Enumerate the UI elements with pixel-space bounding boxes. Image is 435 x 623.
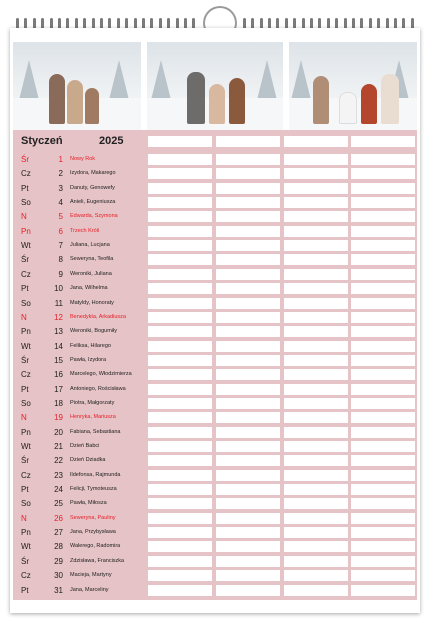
- note-cell[interactable]: [351, 498, 415, 509]
- note-cell[interactable]: [216, 427, 280, 438]
- note-cell[interactable]: [148, 298, 212, 309]
- note-cell[interactable]: [148, 312, 212, 323]
- year-title: 2025: [99, 135, 124, 147]
- note-cell[interactable]: [284, 484, 348, 495]
- note-cell[interactable]: [216, 484, 280, 495]
- note-cell[interactable]: [351, 211, 415, 222]
- note-cell[interactable]: [148, 283, 212, 294]
- note-cell[interactable]: [148, 455, 212, 466]
- day-number: 2: [58, 169, 63, 179]
- day-number: 13: [54, 327, 63, 337]
- note-cell[interactable]: [284, 341, 348, 352]
- note-cell[interactable]: [148, 470, 212, 481]
- note-cell[interactable]: [351, 326, 415, 337]
- day-of-week: Śr: [21, 456, 29, 466]
- name-day: Edwarda, Szymona: [70, 213, 118, 220]
- name-day: Piotra, Małgorzaty: [70, 399, 115, 406]
- day-number: 22: [54, 456, 63, 466]
- photo-strip: [13, 42, 417, 130]
- name-day: Nowy Rok: [70, 156, 96, 162]
- name-day: Jana, Marceliny: [70, 586, 109, 593]
- note-cell[interactable]: [284, 226, 348, 237]
- name-day: Antoniego, Rościsława: [70, 385, 126, 392]
- note-cell[interactable]: [284, 269, 348, 280]
- day-row: [13, 210, 417, 224]
- name-day: Seweryna, Pauliny: [70, 514, 116, 521]
- note-cell[interactable]: [284, 298, 348, 309]
- name-day: Walerego, Radomira: [70, 543, 121, 550]
- day-number: 25: [54, 499, 63, 509]
- day-row: [13, 440, 417, 454]
- note-cell[interactable]: [351, 470, 415, 481]
- note-cell[interactable]: [148, 341, 212, 352]
- name-day: Matyldy, Honoraty: [70, 299, 114, 306]
- note-cell[interactable]: [216, 226, 280, 237]
- winter-family-photo-middle: [147, 42, 283, 130]
- note-cell[interactable]: [284, 211, 348, 222]
- day-row: [13, 182, 417, 196]
- name-day: Anieli, Eugeniusza: [70, 199, 116, 206]
- day-of-week: Wt: [21, 542, 31, 552]
- note-cell[interactable]: [216, 298, 280, 309]
- day-row: [13, 225, 417, 239]
- note-cell[interactable]: [284, 527, 348, 538]
- note-cell[interactable]: [351, 527, 415, 538]
- note-cell[interactable]: [284, 254, 348, 265]
- note-cell[interactable]: [216, 541, 280, 552]
- winter-family-photo-right: [289, 42, 417, 130]
- note-cell[interactable]: [148, 254, 212, 265]
- note-cell[interactable]: [351, 254, 415, 265]
- day-row: [13, 167, 417, 181]
- note-cell[interactable]: [216, 455, 280, 466]
- note-cell[interactable]: [148, 197, 212, 208]
- day-row: [13, 555, 417, 569]
- day-number: 1: [58, 155, 63, 164]
- name-day: Jana, Wilhelma: [70, 285, 108, 292]
- note-cell[interactable]: [284, 283, 348, 294]
- day-row: [13, 454, 417, 468]
- day-of-week: Cz: [21, 470, 31, 480]
- note-cell[interactable]: [284, 427, 348, 438]
- note-cell[interactable]: [216, 211, 280, 222]
- header-cell: [148, 136, 212, 147]
- day-row: [13, 297, 417, 311]
- note-cell[interactable]: [351, 441, 415, 452]
- note-cell[interactable]: [148, 527, 212, 538]
- note-cell[interactable]: [216, 384, 280, 395]
- month-title: Styczeń: [21, 135, 63, 147]
- note-cell[interactable]: [216, 283, 280, 294]
- day-of-week: Wt: [21, 442, 31, 451]
- note-cell[interactable]: [216, 556, 280, 567]
- note-cell[interactable]: [148, 269, 212, 280]
- day-number: 21: [54, 442, 63, 451]
- day-number: 16: [54, 370, 63, 380]
- day-row: [13, 569, 417, 583]
- note-cell[interactable]: [284, 183, 348, 194]
- note-cell[interactable]: [216, 441, 280, 452]
- note-cell[interactable]: [351, 398, 415, 409]
- day-of-week: N: [21, 312, 27, 322]
- note-cell[interactable]: [351, 341, 415, 352]
- note-cell[interactable]: [216, 168, 280, 179]
- note-cell[interactable]: [148, 355, 212, 366]
- note-cell[interactable]: [351, 226, 415, 237]
- note-cell[interactable]: [148, 412, 212, 423]
- note-cell[interactable]: [284, 197, 348, 208]
- day-of-week: So: [21, 298, 31, 308]
- day-number: 4: [58, 198, 63, 208]
- note-cell[interactable]: [351, 240, 415, 251]
- note-cell[interactable]: [148, 398, 212, 409]
- day-row: [13, 340, 417, 354]
- day-of-week: Cz: [21, 571, 31, 581]
- day-row: [13, 426, 417, 440]
- note-cell[interactable]: [216, 240, 280, 251]
- note-cell[interactable]: [284, 556, 348, 567]
- note-cell[interactable]: [216, 527, 280, 538]
- day-number: 26: [54, 513, 63, 523]
- header-cell: [216, 136, 280, 147]
- day-number: 12: [54, 312, 63, 322]
- note-cell[interactable]: [284, 369, 348, 380]
- note-cell[interactable]: [148, 427, 212, 438]
- day-of-week: Cz: [21, 169, 31, 179]
- day-of-week: Wt: [21, 341, 31, 351]
- note-cell[interactable]: [284, 585, 348, 596]
- name-day: Ildefonsa, Rajmunda: [70, 471, 121, 478]
- note-cell[interactable]: [148, 570, 212, 581]
- note-cell[interactable]: [148, 556, 212, 567]
- day-of-week: Śr: [21, 155, 29, 164]
- name-day: Weroniki, Bogumiły: [70, 328, 117, 335]
- note-cell[interactable]: [216, 585, 280, 596]
- note-cell[interactable]: [284, 154, 348, 165]
- note-cell[interactable]: [351, 484, 415, 495]
- note-cell[interactable]: [284, 498, 348, 509]
- name-day: Dzień Babci: [70, 443, 100, 449]
- name-day: Jana, Przybysława: [70, 529, 116, 536]
- note-cell[interactable]: [351, 154, 415, 165]
- note-cell[interactable]: [351, 183, 415, 194]
- day-row: [13, 368, 417, 382]
- note-cell[interactable]: [216, 341, 280, 352]
- day-number: 19: [54, 413, 63, 423]
- day-row: [13, 526, 417, 540]
- name-day: Pawła, Miłosza: [70, 500, 107, 507]
- note-cell[interactable]: [351, 269, 415, 280]
- day-of-week: Śr: [21, 255, 29, 265]
- name-day: Pawła, Izydora: [70, 356, 107, 363]
- note-cell[interactable]: [351, 412, 415, 423]
- name-day: Felicji, Tymoteusza: [70, 486, 117, 493]
- note-cell[interactable]: [148, 384, 212, 395]
- note-cell[interactable]: [284, 312, 348, 323]
- note-cell[interactable]: [284, 168, 348, 179]
- day-number: 29: [54, 556, 63, 566]
- note-cell[interactable]: [284, 513, 348, 524]
- day-of-week: So: [21, 398, 31, 408]
- day-of-week: N: [21, 212, 27, 222]
- note-cell[interactable]: [351, 298, 415, 309]
- name-day: Dzień Dziadka: [70, 457, 106, 464]
- note-cell[interactable]: [216, 498, 280, 509]
- header-cell: [351, 136, 415, 147]
- note-cell[interactable]: [148, 226, 212, 237]
- day-of-week: Pt: [21, 384, 29, 394]
- note-cell[interactable]: [216, 154, 280, 165]
- note-cell[interactable]: [351, 585, 415, 596]
- note-cell[interactable]: [216, 470, 280, 481]
- note-cell[interactable]: [284, 441, 348, 452]
- day-of-week: Pt: [21, 485, 29, 495]
- day-row: [13, 584, 417, 598]
- day-of-week: Pt: [21, 585, 29, 595]
- name-day: Fabiana, Sebastiana: [70, 428, 121, 435]
- day-number: 5: [58, 212, 63, 222]
- day-number: 20: [54, 427, 63, 437]
- day-number: 23: [54, 470, 63, 480]
- header-cell: [284, 136, 348, 147]
- winter-family-photo-left: [13, 42, 141, 130]
- day-of-week: Pt: [21, 284, 29, 294]
- note-cell[interactable]: [351, 570, 415, 581]
- day-number: 6: [58, 226, 63, 236]
- note-cell[interactable]: [148, 585, 212, 596]
- note-cell[interactable]: [216, 369, 280, 380]
- note-cell[interactable]: [216, 412, 280, 423]
- day-number: 7: [58, 241, 63, 251]
- note-cell[interactable]: [148, 211, 212, 222]
- note-cell[interactable]: [351, 541, 415, 552]
- day-row: [13, 311, 417, 325]
- note-cell[interactable]: [148, 369, 212, 380]
- day-row: [13, 153, 417, 167]
- name-day: Danuty, Genowefy: [70, 184, 115, 191]
- note-cell[interactable]: [148, 168, 212, 179]
- note-cell[interactable]: [284, 455, 348, 466]
- name-day: Trzech Króli: [70, 227, 100, 234]
- note-cell[interactable]: [148, 513, 212, 524]
- calendar-grid: [13, 130, 417, 600]
- note-cell[interactable]: [284, 326, 348, 337]
- name-day: Feliksa, Hilarego: [70, 342, 111, 349]
- name-day: Weroniki, Juliana: [70, 270, 112, 277]
- day-number: 24: [54, 485, 63, 495]
- day-number: 15: [54, 355, 63, 365]
- day-of-week: Wt: [21, 241, 31, 251]
- name-day: Izydora, Makarego: [70, 170, 116, 177]
- note-cell[interactable]: [351, 197, 415, 208]
- note-cell[interactable]: [148, 240, 212, 251]
- note-cell[interactable]: [216, 355, 280, 366]
- note-cell[interactable]: [216, 326, 280, 337]
- note-cell[interactable]: [216, 513, 280, 524]
- name-day: Juliana, Lucjana: [70, 242, 110, 249]
- day-of-week: N: [21, 413, 27, 423]
- day-number: 8: [58, 255, 63, 265]
- note-cell[interactable]: [351, 384, 415, 395]
- note-cell[interactable]: [284, 541, 348, 552]
- note-cell[interactable]: [216, 312, 280, 323]
- day-number: 28: [54, 542, 63, 552]
- day-row: [13, 411, 417, 425]
- day-of-week: Pn: [21, 327, 31, 337]
- day-of-week: So: [21, 198, 31, 208]
- note-cell[interactable]: [148, 441, 212, 452]
- day-of-week: Cz: [21, 370, 31, 380]
- note-cell[interactable]: [284, 355, 348, 366]
- day-row: [13, 483, 417, 497]
- day-number: 31: [54, 585, 63, 595]
- day-number: 3: [58, 183, 63, 193]
- name-day: Benedykta, Arkadiusza: [70, 313, 126, 320]
- day-row: [13, 196, 417, 210]
- day-row: [13, 383, 417, 397]
- day-row: [13, 497, 417, 511]
- day-row: [13, 253, 417, 267]
- note-cell[interactable]: [216, 269, 280, 280]
- note-cell[interactable]: [216, 254, 280, 265]
- day-number: 14: [54, 341, 63, 351]
- note-cell[interactable]: [351, 283, 415, 294]
- note-cell[interactable]: [148, 154, 212, 165]
- day-row: [13, 469, 417, 483]
- day-number: 11: [54, 298, 63, 308]
- name-day: Seweryna, Teofila: [70, 256, 114, 263]
- note-cell[interactable]: [216, 570, 280, 581]
- note-cell[interactable]: [284, 384, 348, 395]
- day-of-week: Pn: [21, 528, 31, 538]
- name-day: Macieja, Martyny: [70, 572, 112, 579]
- note-cell[interactable]: [351, 513, 415, 524]
- note-cell[interactable]: [148, 484, 212, 495]
- note-cell[interactable]: [148, 326, 212, 337]
- note-cell[interactable]: [351, 369, 415, 380]
- day-number: 18: [54, 398, 63, 408]
- day-number: 27: [54, 528, 63, 538]
- note-cell[interactable]: [351, 168, 415, 179]
- day-of-week: So: [21, 499, 31, 509]
- name-day: Zdzisława, Franciszka: [70, 557, 125, 564]
- note-cell[interactable]: [284, 470, 348, 481]
- day-number: 17: [54, 384, 63, 394]
- note-cell[interactable]: [351, 312, 415, 323]
- day-row: [13, 397, 417, 411]
- day-of-week: Śr: [21, 355, 29, 365]
- day-row: [13, 540, 417, 554]
- note-cell[interactable]: [284, 570, 348, 581]
- day-of-week: N: [21, 513, 27, 523]
- note-cell[interactable]: [351, 355, 415, 366]
- note-cell[interactable]: [351, 556, 415, 567]
- note-cell[interactable]: [148, 498, 212, 509]
- day-row: [13, 512, 417, 526]
- note-cell[interactable]: [216, 197, 280, 208]
- day-number: 30: [54, 571, 63, 581]
- name-day: Henryka, Mariusza: [70, 414, 116, 421]
- day-of-week: Pn: [21, 427, 31, 437]
- day-of-week: Pn: [21, 226, 31, 236]
- note-cell[interactable]: [148, 183, 212, 194]
- day-of-week: Śr: [21, 556, 29, 566]
- note-cell[interactable]: [216, 183, 280, 194]
- note-cell[interactable]: [351, 427, 415, 438]
- note-cell[interactable]: [284, 412, 348, 423]
- note-cell[interactable]: [148, 541, 212, 552]
- note-cell[interactable]: [216, 398, 280, 409]
- note-cell[interactable]: [351, 455, 415, 466]
- note-cell[interactable]: [284, 240, 348, 251]
- day-number: 10: [54, 284, 63, 294]
- day-row: [13, 325, 417, 339]
- day-number: 9: [58, 269, 63, 279]
- note-cell[interactable]: [284, 398, 348, 409]
- day-of-week: Cz: [21, 269, 31, 279]
- name-day: Marcelego, Włodzimierza: [70, 371, 132, 378]
- day-row: [13, 268, 417, 282]
- day-row: [13, 354, 417, 368]
- day-row: [13, 239, 417, 253]
- day-row: [13, 282, 417, 296]
- day-of-week: Pt: [21, 183, 29, 193]
